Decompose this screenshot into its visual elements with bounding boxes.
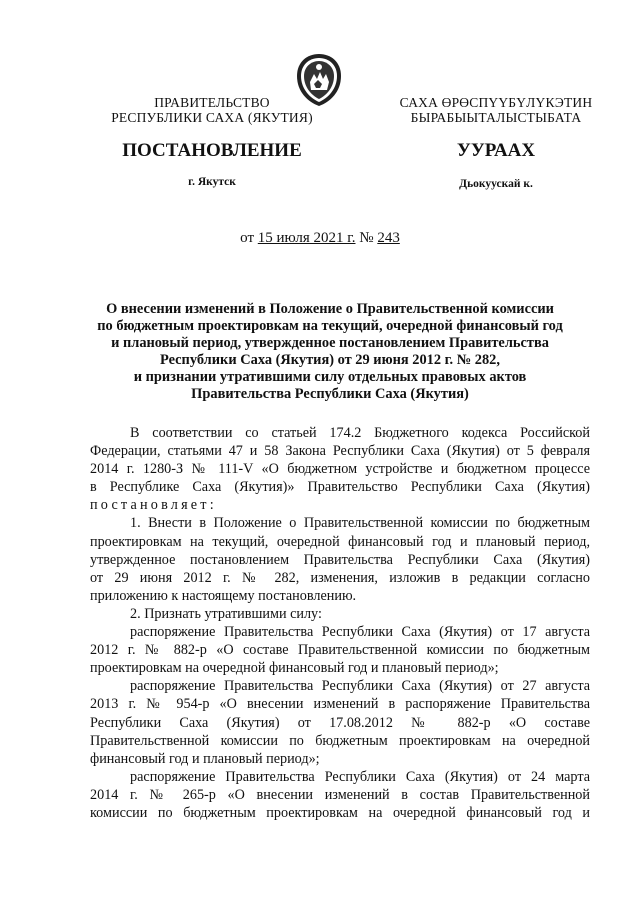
header-line: РЕСПУБЛИКИ САХА (ЯКУТИЯ) <box>111 110 313 125</box>
body-line: приложению к настоящему постановлению. <box>90 587 357 604</box>
body-line: Федерации, статьями 47 и 58 Закона Республики Саха (Якутия) от 5 февраля <box>90 443 590 460</box>
body-line: от 29 июня 2012 г. № 282, изменения, изложив в редакции согласно <box>90 569 590 586</box>
date-prefix: от <box>240 230 255 246</box>
document-type-yakut: УУРААХ <box>456 140 536 161</box>
heading-line: и признании утратившими силу отдельных правовых актов <box>133 369 527 385</box>
heading-line: Правительства Республики Саха (Якутия) <box>191 386 469 402</box>
heading-line: по бюджетным проектировкам на текущий, очередной финансовый год <box>97 318 563 334</box>
body-line: проектировкам на очередной финансовый год и плановый период»; <box>90 660 499 677</box>
header-line: САХА ӨРӨСПҮҮБҮЛҮКЭТИН <box>399 95 593 110</box>
document-heading <box>90 301 570 403</box>
body-line: 2014 г. № 265-р «О внесении изменений в состав Правительственной <box>90 786 590 803</box>
body-line: 1. Внести в Положение о Правительственной комиссии по бюджетным <box>130 515 590 532</box>
body-line: проектировкам на текущий, очередной финансовый год и плановый период, <box>90 533 590 550</box>
document-date: 15 июля 2021 г. <box>257 230 356 246</box>
heading-line: Республики Саха (Якутия) от 29 июня 2012 г. № 282, <box>160 352 500 368</box>
number-sign: № <box>359 230 374 246</box>
body-line: постановляет: <box>90 497 217 514</box>
body-line: Республики Саха (Якутия) от 17.08.2012 № 882-р «О составе <box>90 714 590 731</box>
document-body <box>90 424 590 822</box>
document-number: 243 <box>377 230 400 246</box>
heading-line: О внесении изменений в Положение о Правительственной комиссии <box>106 301 554 317</box>
city-russian: г. Якутск <box>188 176 236 188</box>
body-line: в Республике Саха (Якутия)» Правительство Республики Саха (Якутия) <box>90 479 590 496</box>
government-name-russian <box>96 95 328 125</box>
header-line: БЫРАБЫЫТАЛЫСТЫБАТА <box>410 110 582 125</box>
body-line: распоряжение Правительства Республики Саха (Якутия) от 27 августа <box>130 678 590 695</box>
date-line <box>0 230 640 247</box>
city-yakut: Дьокуускай к. <box>459 178 533 190</box>
body-line: В соответствии со статьей 174.2 Бюджетного кодекса Российской <box>130 425 590 441</box>
document-type-russian: ПОСТАНОВЛЕНИЕ <box>122 140 302 161</box>
header-line: ПРАВИТЕЛЬСТВО <box>154 95 270 110</box>
body-line: 2012 г. № 882-р «О составе Правительственной комиссии по бюджетным <box>90 642 590 659</box>
body-line: 2. Признать утратившими силу: <box>130 605 322 622</box>
heading-line: и плановый период, утвержденное постановлением Правительства <box>111 335 549 351</box>
body-line: 2013 г. № 954-р «О внесении изменений в распоряжение Правительства <box>90 696 590 713</box>
body-line: утвержденное постановлением Правительства Республики Саха (Якутия) <box>90 551 590 568</box>
body-line: финансовый год и плановый период»; <box>90 750 320 767</box>
body-line: распоряжение Правительства Республики Саха (Якутия) от 24 марта <box>130 768 590 785</box>
body-line: Правительственной комиссии по бюджетным проектировкам на очередной <box>90 732 590 749</box>
body-line: 2014 г. 1280-З № 111-V «О бюджетном устройстве и бюджетном процессе <box>90 461 590 478</box>
body-line: распоряжение Правительства Республики Саха (Якутия) от 17 августа <box>130 624 590 641</box>
government-name-yakut <box>380 95 612 125</box>
body-line: комиссии по бюджетным проектировкам на очередной финансовый год и <box>90 804 590 821</box>
